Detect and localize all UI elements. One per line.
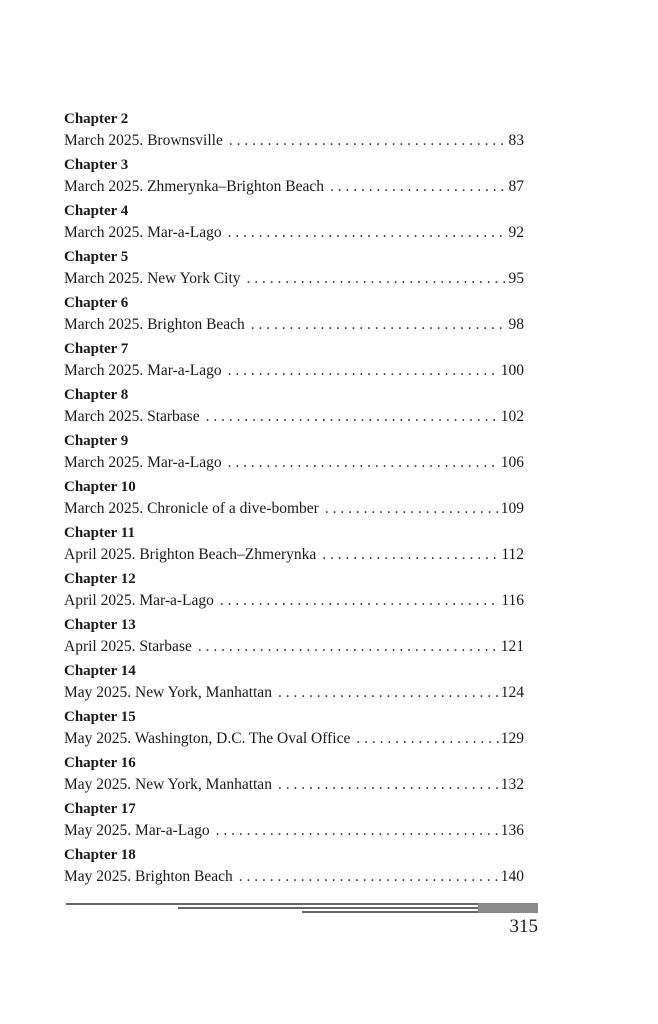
chapter-heading: Chapter 12 xyxy=(64,571,136,587)
chapter-title: May 2025. Brighton Beach xyxy=(64,868,233,885)
toc-entry xyxy=(64,615,524,661)
toc-line xyxy=(64,406,524,428)
page-number: 100 xyxy=(500,362,524,379)
chapter-title: March 2025. Brighton Beach xyxy=(64,316,245,333)
toc-line xyxy=(64,268,524,290)
dot-leader xyxy=(239,866,499,888)
chapter-heading: Chapter 11 xyxy=(64,525,135,541)
toc-entry xyxy=(64,201,524,247)
footer-rule-top xyxy=(66,903,538,905)
chapter-title: March 2025. Starbase xyxy=(64,408,200,425)
chapter-title: March 2025. Mar-a-Lago xyxy=(64,454,222,471)
page-number: 106 xyxy=(500,454,524,471)
chapter-heading: Chapter 14 xyxy=(64,663,136,679)
chapter-heading: Chapter 5 xyxy=(64,249,129,265)
toc-entry xyxy=(64,799,524,845)
page-number: 92 xyxy=(508,224,524,241)
toc-entry xyxy=(64,385,524,431)
toc-entry xyxy=(64,109,524,155)
dot-leader xyxy=(198,636,499,658)
dot-leader xyxy=(278,682,499,704)
chapter-heading: Chapter 9 xyxy=(64,433,129,449)
page-number: 132 xyxy=(500,776,524,793)
chapter-heading: Chapter 10 xyxy=(64,479,136,495)
page-number: 98 xyxy=(508,316,524,333)
dot-leader xyxy=(220,590,499,612)
dot-leader xyxy=(330,176,507,198)
chapter-title: March 2025. Mar-a-Lago xyxy=(64,224,222,241)
toc-line xyxy=(64,820,524,842)
page-number: 109 xyxy=(500,500,524,517)
dot-leader xyxy=(228,360,499,382)
chapter-heading: Chapter 7 xyxy=(64,341,129,357)
toc-entry xyxy=(64,523,524,569)
toc-entry xyxy=(64,155,524,201)
chapter-heading: Chapter 16 xyxy=(64,755,136,771)
chapter-title: March 2025. Zhmerynka–Brighton Beach xyxy=(64,178,324,195)
chapter-title: March 2025. Chronicle of a dive-bomber xyxy=(64,500,319,517)
toc-line xyxy=(64,314,524,336)
toc-entry xyxy=(64,293,524,339)
dot-leader xyxy=(228,452,499,474)
dot-leader xyxy=(278,774,499,796)
toc-entry xyxy=(64,707,524,753)
dot-leader xyxy=(229,130,507,152)
chapter-title: April 2025. Brighton Beach–Zhmerynka xyxy=(64,546,317,563)
toc-line xyxy=(64,590,524,612)
dot-leader xyxy=(206,406,499,428)
page-number: 112 xyxy=(501,546,524,563)
chapter-title: May 2025. New York, Manhattan xyxy=(64,684,272,701)
chapter-title: March 2025. Brownsville xyxy=(64,132,223,149)
toc-entry xyxy=(64,569,524,615)
dot-leader xyxy=(251,314,507,336)
toc-entry xyxy=(64,477,524,523)
toc-line xyxy=(64,176,524,198)
toc-line xyxy=(64,866,524,888)
toc-line xyxy=(64,544,524,566)
toc-entry xyxy=(64,247,524,293)
toc-line xyxy=(64,222,524,244)
toc-entry xyxy=(64,339,524,385)
page-number: 124 xyxy=(500,684,524,701)
footer-grey-bar xyxy=(478,903,538,913)
chapter-title: March 2025. New York City xyxy=(64,270,241,287)
page-number: 87 xyxy=(508,178,524,195)
chapter-heading: Chapter 17 xyxy=(64,801,136,817)
chapter-title: May 2025. Mar-a-Lago xyxy=(64,822,210,839)
toc-line xyxy=(64,452,524,474)
toc-line xyxy=(64,728,524,750)
chapter-heading: Chapter 8 xyxy=(64,387,129,403)
table-of-contents xyxy=(64,109,524,891)
dot-leader xyxy=(247,268,507,290)
toc-line xyxy=(64,360,524,382)
chapter-heading: Chapter 2 xyxy=(64,111,129,127)
page-folio: 315 xyxy=(509,916,538,937)
chapter-title: April 2025. Starbase xyxy=(64,638,192,655)
toc-line xyxy=(64,498,524,520)
dot-leader xyxy=(322,544,499,566)
page-number: 83 xyxy=(508,132,524,149)
toc-entry xyxy=(64,431,524,477)
toc-line xyxy=(64,130,524,152)
dot-leader xyxy=(356,728,498,750)
page-number: 140 xyxy=(500,868,524,885)
page-number: 136 xyxy=(500,822,524,839)
page-number: 121 xyxy=(500,638,524,655)
chapter-heading: Chapter 13 xyxy=(64,617,136,633)
chapter-heading: Chapter 4 xyxy=(64,203,129,219)
dot-leader xyxy=(325,498,499,520)
toc-entry xyxy=(64,845,524,891)
chapter-heading: Chapter 15 xyxy=(64,709,136,725)
page-number: 116 xyxy=(501,592,524,609)
chapter-title: May 2025. Washington, D.C. The Oval Office xyxy=(64,730,351,747)
toc-line xyxy=(64,682,524,704)
toc-entry xyxy=(64,753,524,799)
page-number: 129 xyxy=(500,730,524,747)
chapter-title: April 2025. Mar-a-Lago xyxy=(64,592,214,609)
chapter-heading: Chapter 18 xyxy=(64,847,136,863)
chapter-title: May 2025. New York, Manhattan xyxy=(64,776,272,793)
toc-line xyxy=(64,774,524,796)
dot-leader xyxy=(216,820,499,842)
chapter-title: March 2025. Mar-a-Lago xyxy=(64,362,222,379)
toc-entry xyxy=(64,661,524,707)
toc-line xyxy=(64,636,524,658)
chapter-heading: Chapter 6 xyxy=(64,295,129,311)
chapter-heading: Chapter 3 xyxy=(64,157,129,173)
page-number: 95 xyxy=(508,270,524,287)
dot-leader xyxy=(228,222,507,244)
page-number: 102 xyxy=(500,408,524,425)
